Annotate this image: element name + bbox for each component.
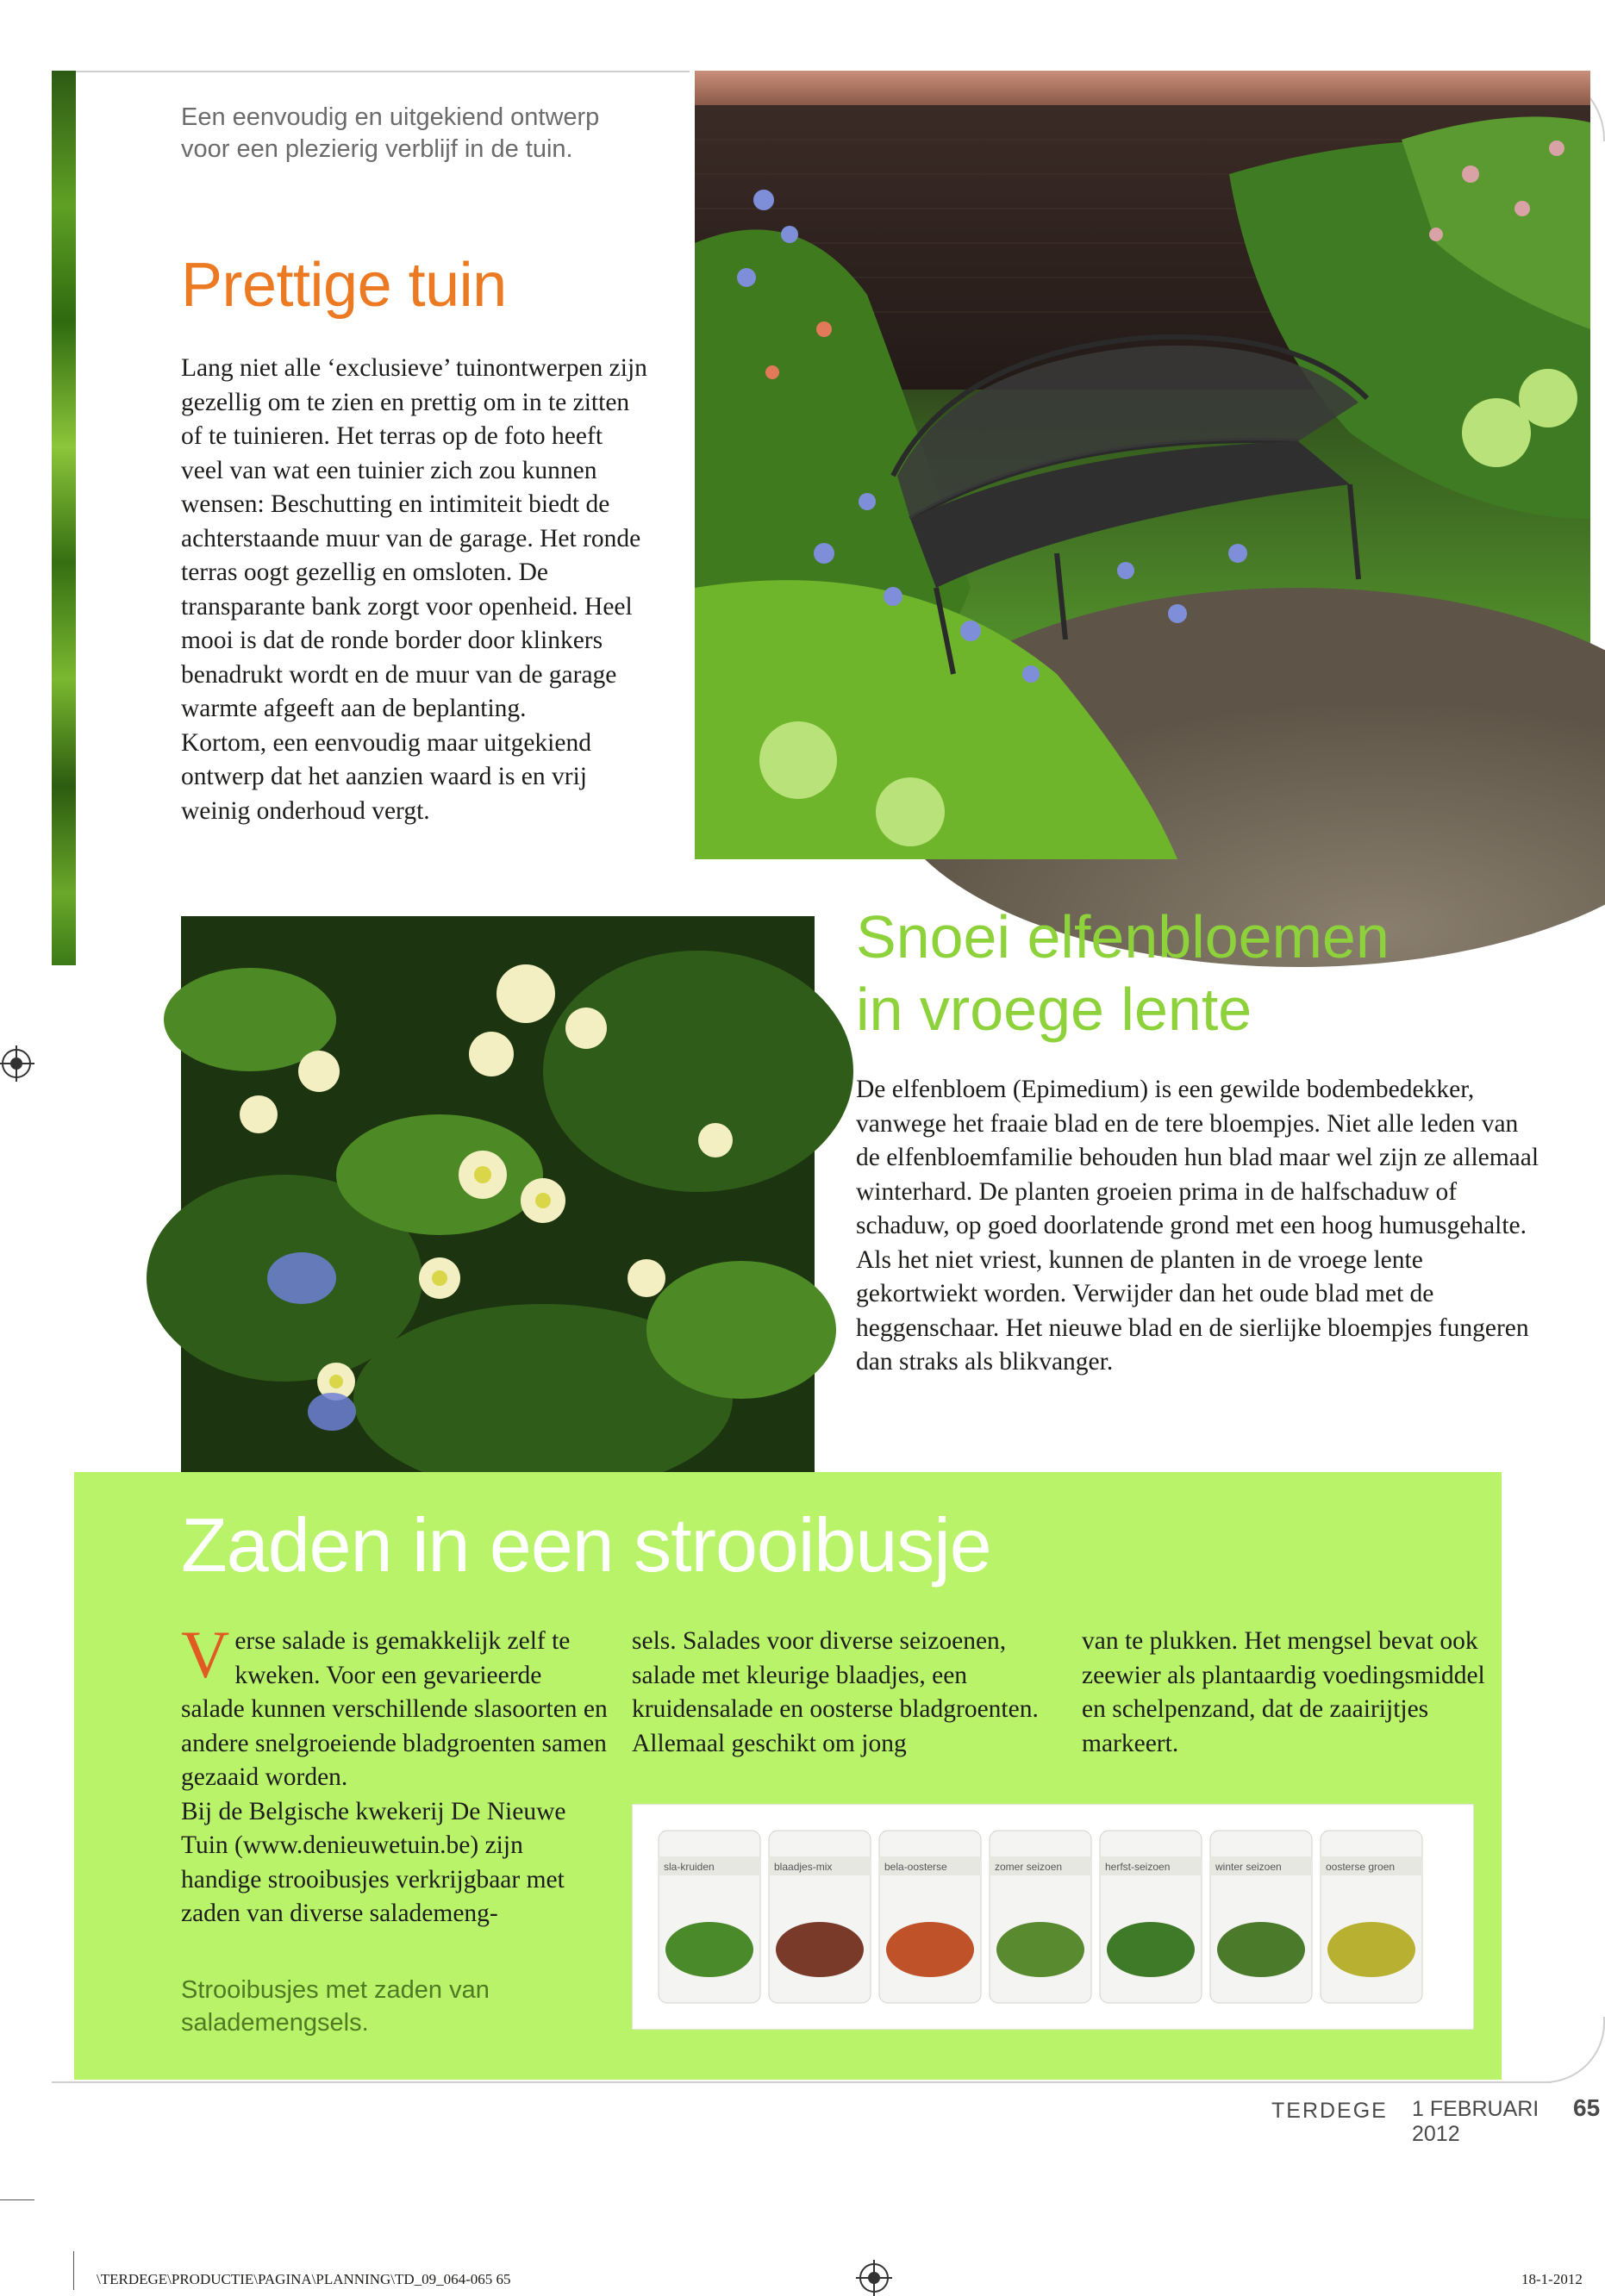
- slug-tick: [73, 2251, 74, 2290]
- frame-line-bottom: [52, 2081, 1552, 2083]
- zaden-column-1: [181, 1617, 608, 1931]
- seed-shaker-can: [1100, 1831, 1202, 2003]
- seed-shaker-can: [769, 1831, 871, 2003]
- page-number: 65: [1573, 2094, 1601, 2121]
- print-slug-date: 18-1-2012: [1521, 2271, 1583, 2287]
- seed-shakers-illustration: [633, 1805, 1473, 2029]
- footer-brand: TERDEGE: [1271, 2099, 1388, 2123]
- slug-rule: [0, 2199, 34, 2200]
- section-body-prettige-tuin: [181, 352, 651, 828]
- seed-shaker-label: sla-kruiden: [664, 1861, 715, 1873]
- seed-shaker-can: [990, 1831, 1091, 2003]
- seed-shaker-label: winter seizoen: [1215, 1861, 1282, 1873]
- zaden-column-3: van te plukken. Het mengsel bevat ook zeewier als plantaardig voedingsmiddel en schelpenzand, dat de zaairijtjes markeert.: [1082, 1627, 1485, 1757]
- frame-curve-bottom: [1543, 2017, 1605, 2083]
- section-title-snoei-elfenbloemen: [856, 901, 1390, 1045]
- garden-bench-illustration: [695, 71, 1590, 859]
- column-text: erse salade is gemakkelijk zelf te kweken. Voor een gevarieerde salade kunnen verschillende slasoorten en andere snelgroeiende bladgroenten samen gezaaid worden.: [181, 1627, 608, 1791]
- seed-shakers-photo: [632, 1804, 1474, 2030]
- registration-mark-icon: [2, 1049, 31, 1078]
- registration-mark-icon: [859, 2263, 889, 2293]
- footer-date: 1 FEBRUARI 2012: [1412, 2097, 1539, 2146]
- title-line-2: in vroege lente: [856, 976, 1252, 1043]
- seed-shaker-can: [1210, 1831, 1312, 2003]
- seed-shaker-label: bela-oosterse: [884, 1861, 947, 1873]
- paragraph: De elfenbloem (Epimedium) is een gewilde bodembedekker, vanwege het fraaie blad en de tere bloempjes. Niet alle leden van de elfenbloemfamilie behouden hun blad maar wel zijn ze allemaal winterhard. De planten groeien prima in de halfschaduw of schaduw, op goed doorlatende grond met een hoog humusgehalte.: [856, 1076, 1539, 1239]
- section-title-prettige-tuin: Prettige tuin: [181, 251, 507, 320]
- seed-shaker-can: [659, 1831, 760, 2003]
- paragraph: Lang niet alle ‘exclusieve’ tuinontwerpen zijn gezellig om te zien en prettig om in te zitten of te tuinieren. Het terras op de foto heeft veel van wat een tuinier zich zou kunnen wensen: Beschutting en intimiteit biedt de achterstaande muur van de garage. Het ronde terras oogt gezellig en omsloten. De transparante bank zorgt voor openheid. Heel mooi is dat de ronde border door klinkers benadrukt wordt en de muur van de garage warmte afgeeft aan de beplanting.: [181, 354, 647, 722]
- seed-shaker-label: zomer seizoen: [995, 1861, 1063, 1873]
- photo-caption: Strooibusjes met zaden van salademengsels.: [181, 1976, 490, 2037]
- seed-shaker-can: [879, 1831, 981, 2003]
- zaden-column-2: sels. Salades voor diverse seizoenen, salade met kleurige blaadjes, een kruidensalade en oosterse bladgroenten. Allemaal geschikt om jong: [632, 1627, 1039, 1757]
- frame-line-top: [52, 71, 690, 72]
- epimedium-illustration: [181, 916, 815, 1472]
- column-text: Bij de Belgische kwekerij De Nieuwe Tuin (www.denieuwetuin.be) zijn handige strooibusjes verkrijgbaar met zaden van diverse salademeng-: [181, 1797, 566, 1927]
- title-line-1: Snoei elfenbloemen: [856, 903, 1390, 970]
- paragraph: Als het niet vriest, kunnen de planten in de vroege lente gekortwiekt worden. Verwijder dan het oude blad met de heggenschaar. Het nieuwe blad en de sierlijke bloempjes fungeren dan straks als blikvanger.: [856, 1245, 1529, 1376]
- dropcap: V: [181, 1617, 230, 1692]
- paragraph: Kortom, een eenvoudig maar uitgekiend ontwerp dat het aanzien waard is en vrij weinig onderhoud vergt.: [181, 728, 591, 825]
- section-title-zaden: Zaden in een strooibusje: [181, 1502, 991, 1588]
- seed-shaker-label: herfst-seizoen: [1105, 1861, 1171, 1873]
- print-slug-path: \TERDEGE\PRODUCTIE\PAGINA\PLANNING\TD_09_064-065 65: [97, 2271, 511, 2287]
- intro-text: [181, 102, 664, 165]
- seed-shaker-can: [1321, 1831, 1422, 2003]
- epimedium-flower-photo: [181, 916, 815, 1472]
- seed-shaker-label: blaadjes-mix: [774, 1861, 833, 1873]
- seed-shaker-label: oosterse groen: [1326, 1861, 1396, 1873]
- section-body-snoei-elfenbloemen: [856, 1073, 1546, 1380]
- garden-bench-photo: [695, 71, 1590, 859]
- intro-line-1: Een eenvoudig en uitgekiend ontwerp: [181, 103, 600, 131]
- green-photo-strip: [52, 71, 76, 965]
- intro-line-2: voor een plezierig verblijf in de tuin.: [181, 135, 573, 163]
